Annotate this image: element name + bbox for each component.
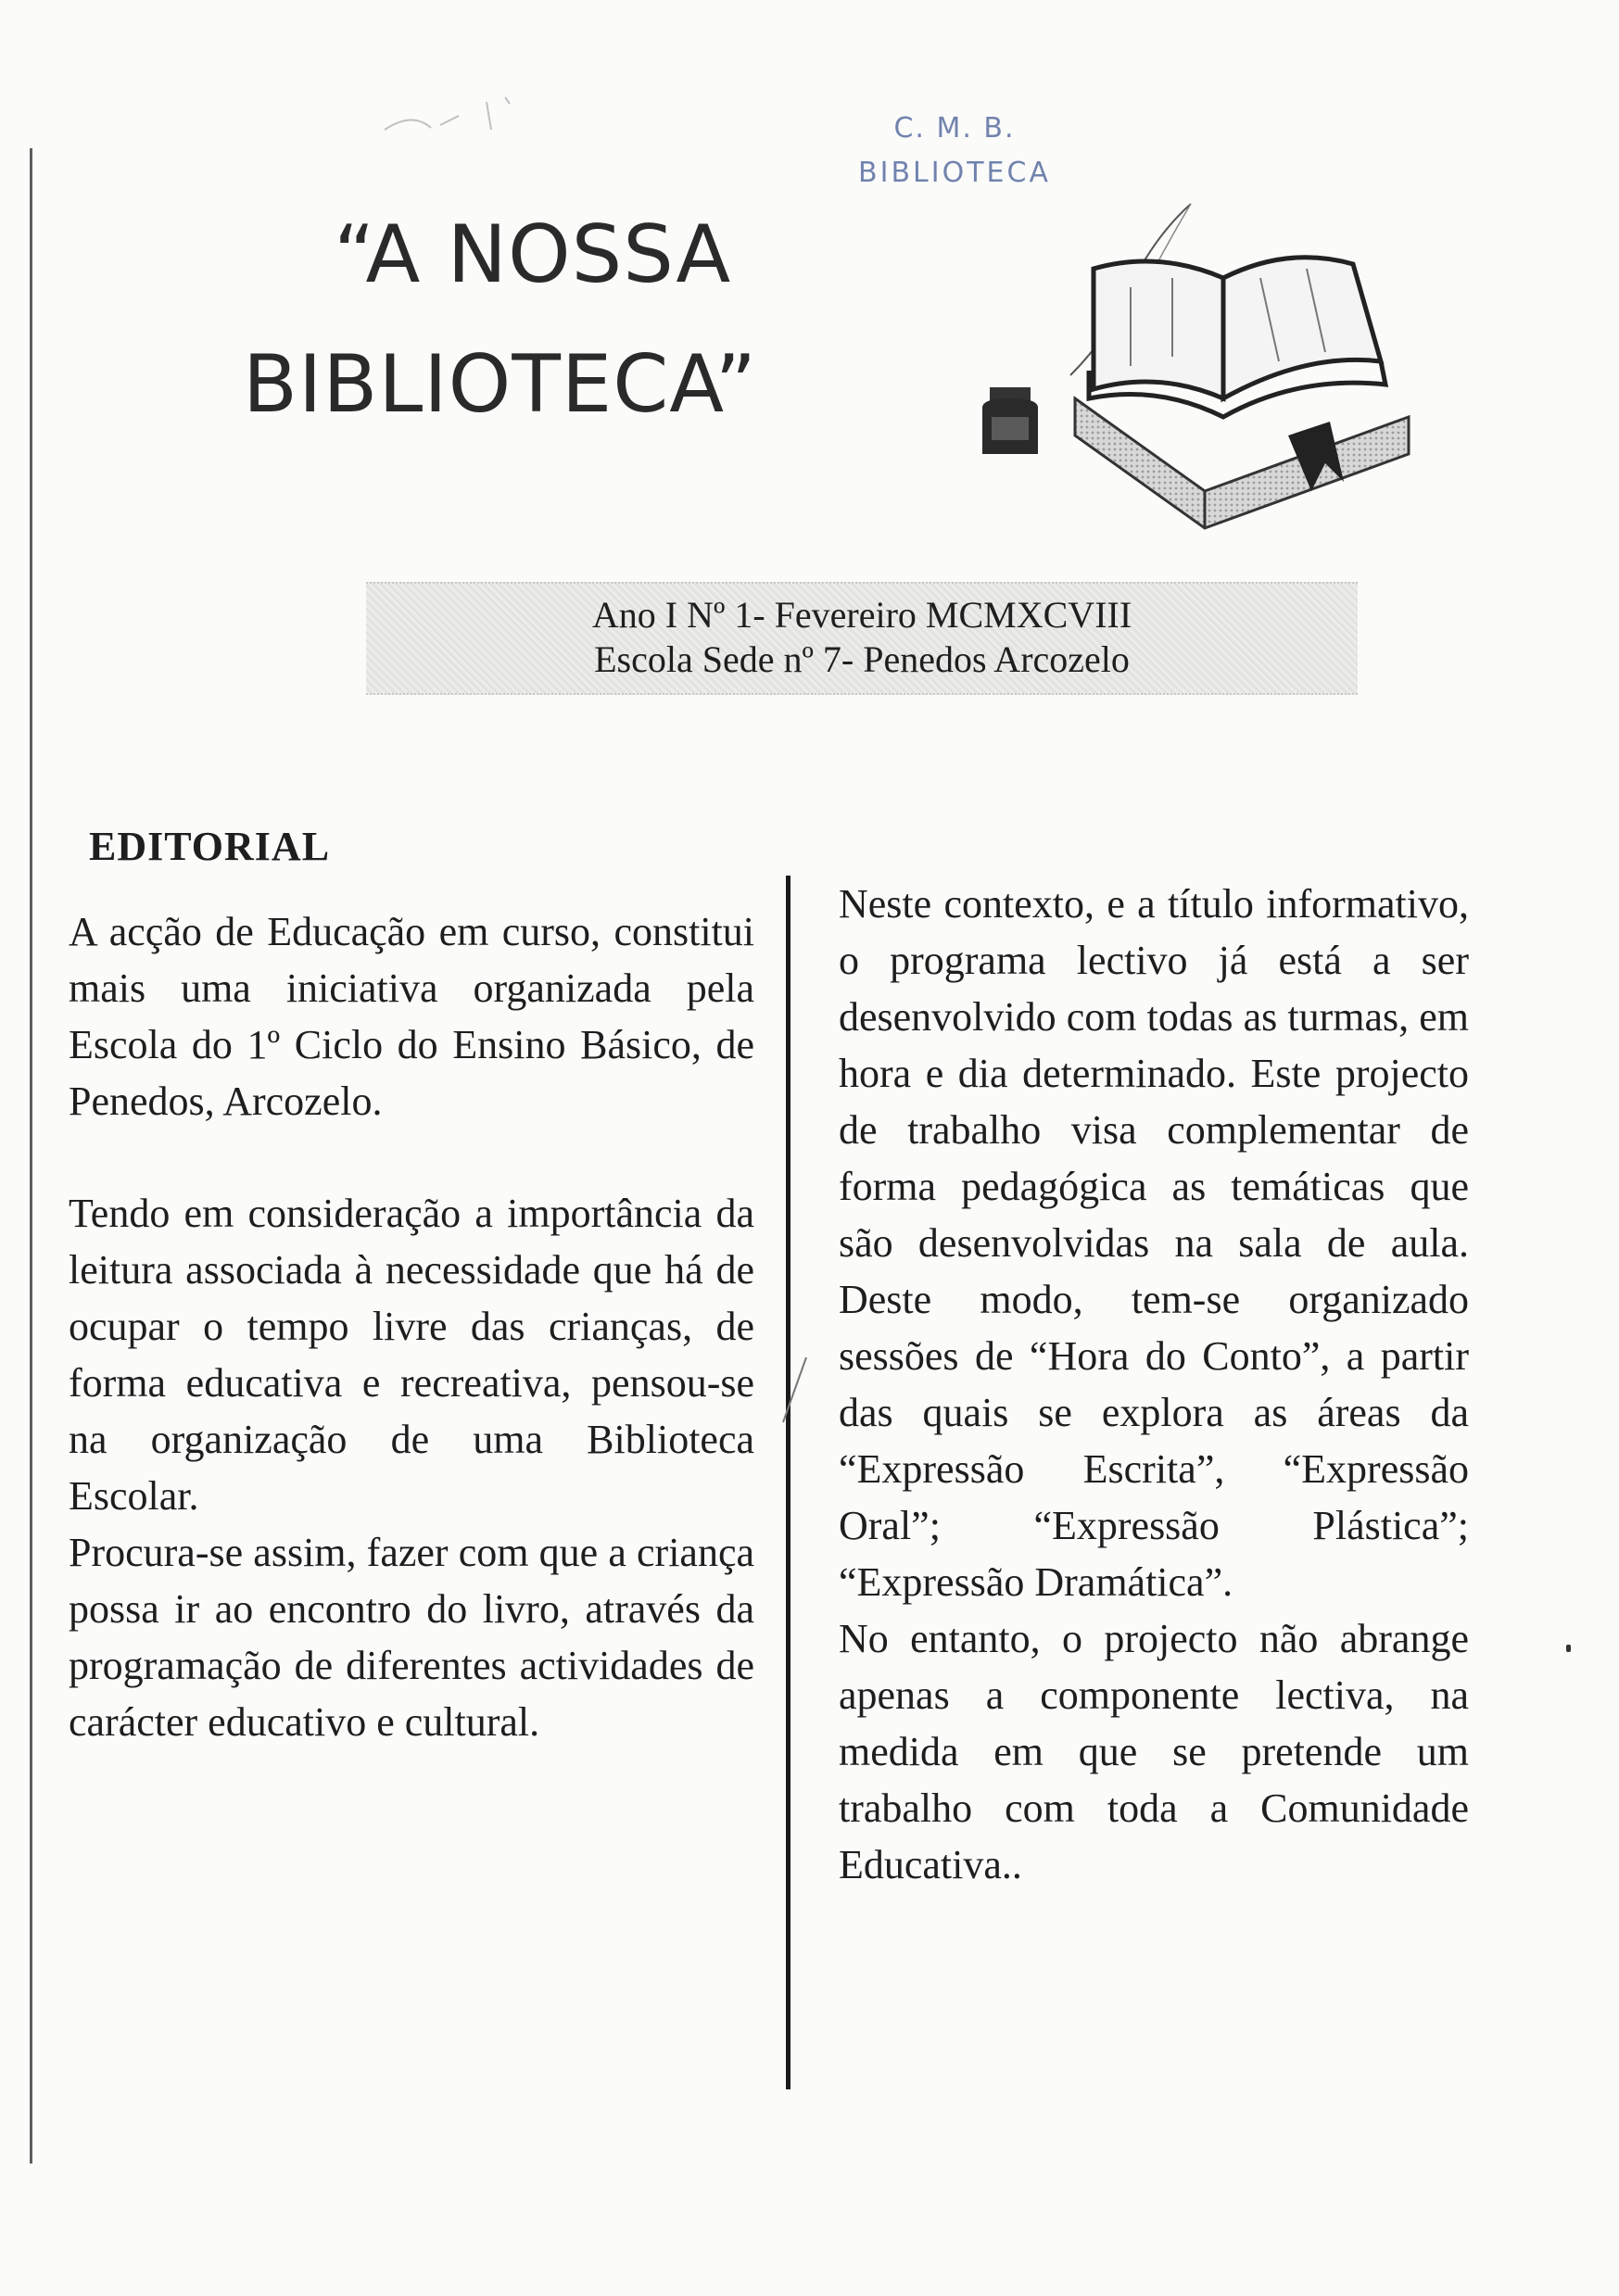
stamp-line-2: BIBLIOTECA xyxy=(858,157,1051,189)
issue-line: Ano I Nº 1- Fevereiro MCMXCVIII xyxy=(591,594,1132,636)
left-paragraph-2: Tendo em consideração a importância da leitura associada à necessidade que há de ocupar o tempo livre das crianças, de forma educativa e recreativa, pensou-se na organização de uma Biblioteca Escolar. xyxy=(69,1191,754,1519)
title-line-1: “A NOSSA xyxy=(334,208,732,301)
right-paragraph-1: Neste contexto, e a título informativo, o programa lectivo já está a ser desenvolvido com todas as turmas, em hora e dia determinado. Este projecto de trabalho visa complementar de forma pedagógica as temáticas que são desenvolvidas na sala de aula. Deste modo, tem-se organizado sessões de “Hora do Conto”, a partir das quais se explora as áreas da “Expressão Escrita”, “Expressão Oral”; “Expressão Plástica”; “Expressão Dramática”. xyxy=(839,881,1469,1605)
editorial-left-column xyxy=(69,903,754,1750)
pencil-stroke-mark xyxy=(778,1353,816,1427)
school-line: Escola Sede nº 7- Penedos Arcozelo xyxy=(594,638,1130,680)
left-paragraph-1: A acção de Educação em curso, constitui mais uma iniciativa organizada pela Escola do 1º Ciclo do Ensino Básico, de Penedos, Arcozelo. xyxy=(69,909,754,1124)
issue-banner xyxy=(366,582,1358,695)
stamp-line-1: C. M. B. xyxy=(893,112,1016,145)
editorial-heading: EDITORIAL xyxy=(89,824,331,869)
right-paragraph-2: No entanto, o projecto não abrange apenas a componente lectiva, na medida em que se pretende um trabalho com toda a Comunidade Educativa.. xyxy=(839,1616,1469,1887)
library-stamp xyxy=(806,107,1103,196)
editorial-right-column xyxy=(839,876,1469,1893)
left-paragraph-3: Procura-se assim, fazer com que a criança possa ir ao encontro do livro, através da programação de diferentes actividades de carácter educativo e cultural. xyxy=(69,1530,754,1745)
column-divider xyxy=(786,876,791,2089)
scan-speck xyxy=(1566,1645,1571,1652)
left-margin-rule xyxy=(30,148,32,2164)
title-line-2: BIBLIOTECA” xyxy=(243,338,758,431)
book-and-inkwell-icon xyxy=(973,185,1436,537)
pencil-smudge xyxy=(375,93,533,148)
newsletter-title xyxy=(243,190,910,449)
